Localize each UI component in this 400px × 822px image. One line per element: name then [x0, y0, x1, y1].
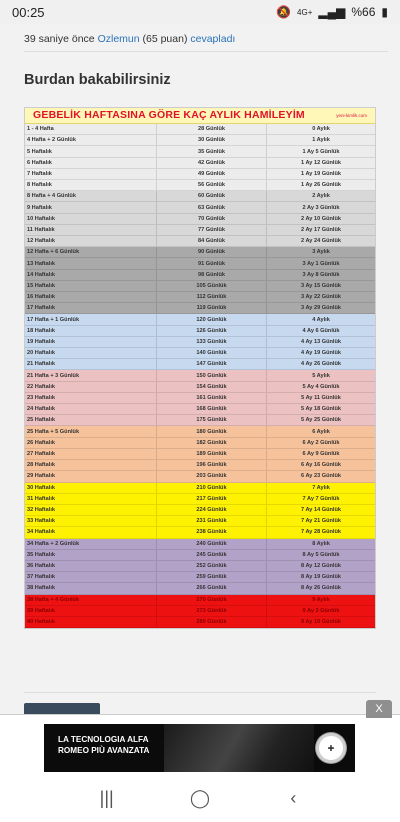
- months-cell: 9 Ay 10 Günlük: [301, 619, 341, 626]
- status-icons: [276, 5, 388, 19]
- days-cell: 245 Günlük: [157, 550, 267, 560]
- days-cell: 161 Günlük: [157, 393, 267, 403]
- months-cell: 2 Aylık: [312, 193, 330, 200]
- answer-headline: Burdan bakabilirsiniz: [24, 72, 171, 88]
- back-icon[interactable]: ‹: [290, 787, 297, 808]
- days-cell: 70 Günlük: [157, 214, 267, 224]
- months-cell: 7 Ay 14 Günlük: [301, 507, 341, 513]
- mute-icon: 🔕: [276, 5, 292, 19]
- answer-points: (65 puan): [142, 33, 188, 45]
- week-cell: 40 Haftalık: [25, 617, 157, 627]
- months-cell: 8 Ay 19 Günlük: [301, 574, 341, 581]
- table-row: [25, 214, 375, 225]
- months-cell: 5 Ay 11 Günlük: [301, 394, 341, 401]
- months-cell: 5 Aylık: [312, 372, 330, 379]
- status-time: 00:25: [12, 4, 45, 20]
- months-cell: 3 Ay 8 Günlük: [302, 271, 340, 278]
- months-cell: 7 Ay 28 Günlük: [301, 529, 341, 536]
- table-row: [25, 617, 375, 628]
- months-cell: 3 Ay 15 Günlük: [301, 282, 341, 289]
- week-cell: 30 Haftalık: [25, 483, 157, 493]
- answer-action-link[interactable]: cevapladı: [190, 33, 236, 45]
- days-cell: 28 Günlük: [157, 124, 267, 134]
- days-cell: 240 Günlük: [157, 539, 267, 549]
- months-cell: 3 Ay 1 Günlük: [302, 260, 340, 267]
- week-cell: 8 Haftalık: [25, 180, 157, 190]
- table-row: [25, 438, 375, 449]
- days-cell: 91 Günlük: [157, 258, 267, 268]
- week-cell: 28 Haftalık: [25, 460, 157, 470]
- table-row: [25, 180, 375, 191]
- week-cell: 31 Haftalık: [25, 494, 157, 504]
- week-cell: 35 Haftalık: [25, 550, 157, 560]
- table-row: [25, 595, 375, 606]
- days-cell: 98 Günlük: [157, 270, 267, 280]
- week-cell: 16 Haftalık: [25, 292, 157, 302]
- table-row: [25, 460, 375, 471]
- table-row: [25, 483, 375, 494]
- days-cell: 217 Günlük: [157, 494, 267, 504]
- months-cell: 8 Aylık: [312, 540, 330, 547]
- months-cell: 5 Ay 25 Günlük: [301, 417, 341, 424]
- week-cell: 21 Haftalık: [25, 359, 157, 369]
- months-cell: 6 Ay 16 Günlük: [301, 462, 341, 469]
- table-row: [25, 348, 375, 359]
- week-cell: 38 Haftalık: [25, 583, 157, 593]
- page-content: [0, 24, 400, 714]
- week-cell: 26 Haftalık: [25, 438, 157, 448]
- table-row: [25, 539, 375, 550]
- table-title: GEBELİK HAFTASINA GÖRE KAÇ AYLIK HAMİLEYİM: [33, 109, 305, 121]
- months-cell: 2 Ay 17 Günlük: [301, 226, 341, 233]
- table-row: [25, 516, 375, 527]
- week-cell: 25 Hafta + 5 Günlük: [25, 426, 157, 436]
- week-cell: 23 Haftalık: [25, 393, 157, 403]
- days-cell: 105 Günlük: [157, 281, 267, 291]
- months-cell: 4 Ay 6 Günlük: [302, 327, 340, 334]
- week-cell: 25 Haftalık: [25, 415, 157, 425]
- table-row: [25, 135, 375, 146]
- days-cell: 30 Günlük: [157, 135, 267, 145]
- table-row: [25, 146, 375, 157]
- table-row: [25, 527, 375, 538]
- week-cell: 34 Haftalık: [25, 527, 157, 537]
- days-cell: 231 Günlük: [157, 516, 267, 526]
- table-row: [25, 292, 375, 303]
- week-cell: 36 Haftalık: [25, 561, 157, 571]
- recent-apps-icon[interactable]: |||: [99, 787, 114, 808]
- signal-icon: ▂▄▆: [318, 5, 346, 19]
- months-cell: 1 Aylık: [312, 137, 330, 144]
- days-cell: 175 Günlük: [157, 415, 267, 425]
- months-cell: 1 Ay 5 Günlük: [302, 148, 340, 155]
- week-cell: 7 Haftalık: [25, 169, 157, 179]
- days-cell: 280 Günlük: [157, 617, 267, 627]
- week-cell: 34 Hafta + 2 Günlük: [25, 539, 157, 549]
- table-row: [25, 583, 375, 594]
- months-cell: 6 Ay 23 Günlük: [301, 473, 341, 480]
- months-cell: 1 Ay 12 Günlük: [301, 159, 341, 166]
- days-cell: 120 Günlük: [157, 314, 267, 324]
- table-watermark: yeni-kimlik.com: [336, 113, 367, 118]
- table-title-bar: [25, 108, 375, 124]
- week-cell: 32 Haftalık: [25, 505, 157, 515]
- months-cell: 3 Ay 22 Günlük: [301, 294, 341, 301]
- week-cell: 5 Haftalık: [25, 146, 157, 156]
- days-cell: 60 Günlük: [157, 191, 267, 201]
- week-cell: 15 Haftalık: [25, 281, 157, 291]
- table-row: [25, 494, 375, 505]
- ad-banner[interactable]: [0, 703, 400, 774]
- days-cell: 168 Günlük: [157, 404, 267, 414]
- table-row: [25, 426, 375, 437]
- ad-text: LA TECNOLOGIA ALFA ROMEO PIÙ AVANZATA: [58, 735, 150, 756]
- table-row: [25, 359, 375, 370]
- table-row: [25, 606, 375, 617]
- week-cell: 27 Haftalık: [25, 449, 157, 459]
- navigation-bar: [0, 774, 400, 822]
- days-cell: 238 Günlük: [157, 527, 267, 537]
- days-cell: 84 Günlük: [157, 236, 267, 246]
- months-cell: 0 Aylık: [312, 126, 330, 133]
- alfa-romeo-logo-icon: ✚: [316, 733, 346, 763]
- months-cell: 5 Ay 4 Günlük: [302, 383, 340, 390]
- table-row: [25, 404, 375, 415]
- week-cell: 12 Hafta + 6 Günlük: [25, 247, 157, 257]
- table-row: [25, 471, 375, 482]
- table-row: [25, 449, 375, 460]
- table-rows: [25, 124, 375, 628]
- answer-user-link[interactable]: Ozlemun: [97, 33, 140, 45]
- days-cell: 266 Günlük: [157, 583, 267, 593]
- answer-time: 39 saniye önce: [24, 33, 95, 45]
- days-cell: 112 Günlük: [157, 292, 267, 302]
- table-row: [25, 124, 375, 135]
- days-cell: 182 Günlük: [157, 438, 267, 448]
- battery-icon: ▮: [381, 5, 388, 19]
- months-cell: 6 Ay 2 Günlük: [302, 439, 340, 446]
- months-cell: 3 Ay 29 Günlük: [301, 305, 341, 312]
- week-cell: 33 Haftalık: [25, 516, 157, 526]
- answer-meta: [24, 33, 235, 45]
- table-row: [25, 550, 375, 561]
- week-cell: 17 Hafta + 1 Günlük: [25, 314, 157, 324]
- days-cell: 154 Günlük: [157, 382, 267, 392]
- table-row: [25, 314, 375, 325]
- table-row: [25, 415, 375, 426]
- days-cell: 133 Günlük: [157, 337, 267, 347]
- days-cell: 189 Günlük: [157, 449, 267, 459]
- days-cell: 35 Günlük: [157, 146, 267, 156]
- months-cell: 1 Ay 19 Günlük: [301, 170, 341, 177]
- months-cell: 4 Ay 26 Günlük: [301, 361, 341, 368]
- week-cell: 4 Hafta + 2 Günlük: [25, 135, 157, 145]
- months-cell: 8 Ay 12 Günlük: [301, 563, 341, 570]
- months-cell: 2 Ay 3 Günlük: [302, 204, 340, 211]
- week-cell: 1 - 4 Hafta: [25, 124, 157, 134]
- months-cell: 9 Aylık: [312, 596, 330, 603]
- week-cell: 9 Haftalık: [25, 202, 157, 212]
- months-cell: 4 Aylık: [312, 316, 330, 323]
- week-cell: 17 Haftalık: [25, 303, 157, 313]
- table-row: [25, 281, 375, 292]
- months-cell: 1 Ay 26 Günlük: [301, 182, 341, 189]
- days-cell: 259 Günlük: [157, 572, 267, 582]
- months-cell: 4 Ay 13 Günlük: [301, 338, 341, 345]
- table-row: [25, 303, 375, 314]
- week-cell: 22 Haftalık: [25, 382, 157, 392]
- table-row: [25, 370, 375, 381]
- week-cell: 6 Haftalık: [25, 158, 157, 168]
- ad-photo: [164, 724, 314, 772]
- days-cell: 42 Günlük: [157, 158, 267, 168]
- days-cell: 49 Günlük: [157, 169, 267, 179]
- table-row: [25, 202, 375, 213]
- status-bar: [0, 0, 400, 24]
- months-cell: 9 Ay 3 Günlük: [302, 607, 340, 614]
- months-cell: 8 Ay 5 Günlük: [302, 551, 340, 558]
- table-row: [25, 158, 375, 169]
- months-cell: 6 Aylık: [312, 428, 330, 435]
- ad-creative[interactable]: [44, 724, 355, 772]
- week-cell: 8 Hafta + 4 Günlük: [25, 191, 157, 201]
- table-row: [25, 247, 375, 258]
- table-row: [25, 505, 375, 516]
- months-cell: 7 Ay 21 Günlük: [301, 518, 341, 525]
- table-row: [25, 393, 375, 404]
- pregnancy-table-image[interactable]: [24, 107, 376, 629]
- table-row: [25, 258, 375, 269]
- days-cell: 126 Günlük: [157, 326, 267, 336]
- table-row: [25, 326, 375, 337]
- months-cell: 2 Ay 24 Günlük: [301, 238, 341, 245]
- week-cell: 13 Haftalık: [25, 258, 157, 268]
- days-cell: 270 Günlük: [157, 595, 267, 605]
- week-cell: 10 Haftalık: [25, 214, 157, 224]
- week-cell: 38 Hafta + 4 Günlük: [25, 595, 157, 605]
- table-row: [25, 270, 375, 281]
- battery-text: %66: [351, 5, 376, 19]
- week-cell: 14 Haftalık: [25, 270, 157, 280]
- week-cell: 12 Haftalık: [25, 236, 157, 246]
- days-cell: 56 Günlük: [157, 180, 267, 190]
- months-cell: 8 Ay 26 Günlük: [301, 585, 341, 592]
- week-cell: 39 Haftalık: [25, 606, 157, 616]
- days-cell: 203 Günlük: [157, 471, 267, 481]
- table-row: [25, 561, 375, 572]
- days-cell: 224 Günlük: [157, 505, 267, 515]
- months-cell: 6 Ay 9 Günlük: [302, 450, 340, 457]
- table-row: [25, 337, 375, 348]
- table-row: [25, 225, 375, 236]
- days-cell: 77 Günlük: [157, 225, 267, 235]
- next-comment-card: [24, 692, 376, 714]
- week-cell: 19 Haftalık: [25, 337, 157, 347]
- week-cell: 11 Haftalık: [25, 225, 157, 235]
- months-cell: 4 Ay 19 Günlük: [301, 350, 341, 357]
- months-cell: 3 Aylık: [312, 249, 330, 256]
- table-row: [25, 236, 375, 247]
- days-cell: 90 Günlük: [157, 247, 267, 257]
- days-cell: 140 Günlük: [157, 348, 267, 358]
- months-cell: 7 Aylık: [312, 484, 330, 491]
- days-cell: 63 Günlük: [157, 202, 267, 212]
- divider: [24, 51, 388, 52]
- months-cell: 5 Ay 18 Günlük: [301, 406, 341, 413]
- table-row: [25, 382, 375, 393]
- days-cell: 150 Günlük: [157, 370, 267, 380]
- ad-close-button[interactable]: X: [366, 700, 392, 718]
- table-row: [25, 169, 375, 180]
- months-cell: 2 Ay 10 Günlük: [301, 215, 341, 222]
- days-cell: 273 Günlük: [157, 606, 267, 616]
- days-cell: 119 Günlük: [157, 303, 267, 313]
- week-cell: 18 Haftalık: [25, 326, 157, 336]
- network-label: 4G+: [297, 7, 313, 17]
- week-cell: 20 Haftalık: [25, 348, 157, 358]
- days-cell: 210 Günlük: [157, 483, 267, 493]
- week-cell: 37 Haftalık: [25, 572, 157, 582]
- days-cell: 180 Günlük: [157, 426, 267, 436]
- table-row: [25, 572, 375, 583]
- table-row: [25, 191, 375, 202]
- months-cell: 7 Ay 7 Günlük: [302, 495, 340, 502]
- days-cell: 196 Günlük: [157, 460, 267, 470]
- home-icon[interactable]: ◯: [189, 787, 211, 808]
- days-cell: 252 Günlük: [157, 561, 267, 571]
- days-cell: 147 Günlük: [157, 359, 267, 369]
- week-cell: 29 Haftalık: [25, 471, 157, 481]
- week-cell: 21 Hafta + 3 Günlük: [25, 370, 157, 380]
- week-cell: 24 Haftalık: [25, 404, 157, 414]
